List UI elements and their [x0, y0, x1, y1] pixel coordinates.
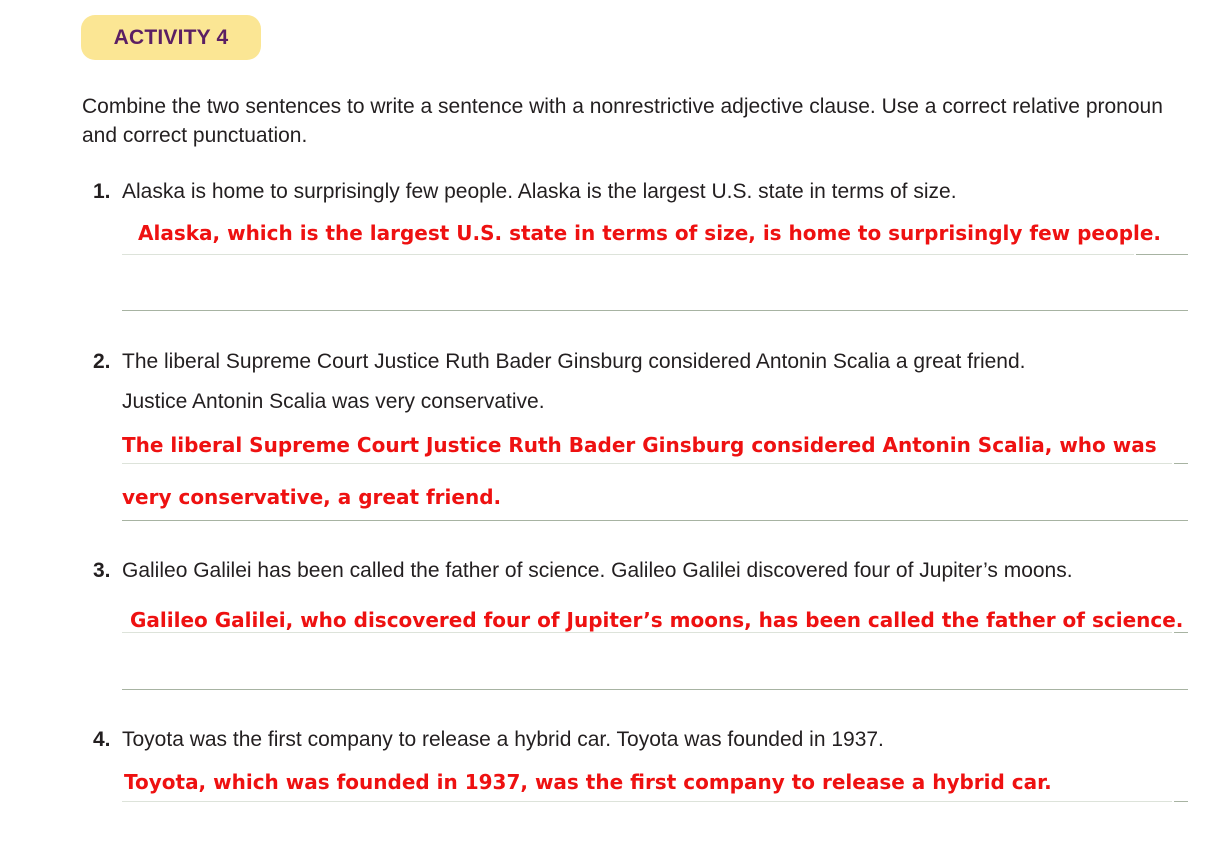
answer-line[interactable]: The liberal Supreme Court Justice Ruth Bader Ginsburg considered Antonin Scalia, who was: [122, 433, 1157, 457]
item-prompt: Alaska is home to surprisingly few people. Alaska is the largest U.S. state in terms of size.: [122, 180, 957, 203]
item-prompt: The liberal Supreme Court Justice Ruth Bader Ginsburg considered Antonin Scalia a great friend.: [122, 350, 1026, 373]
instructions-text: Combine the two sentences to write a sentence with a nonrestrictive adjective clause. Use a correct relative pronoun and correct punctuation.: [82, 95, 1163, 147]
item-number: 1.: [93, 180, 111, 203]
writing-line-end: [1174, 801, 1188, 802]
item-number: 3.: [93, 559, 111, 582]
answer-line[interactable]: Alaska, which is the largest U.S. state in terms of size, is home to surprisingly few people.: [138, 221, 1162, 245]
writing-line: [122, 520, 1188, 521]
writing-line[interactable]: [122, 310, 1188, 311]
item-prompt: Galileo Galilei has been called the father of science. Galileo Galilei discovered four of Jupiter’s moons.: [122, 559, 1073, 582]
item-prompt: Toyota was the first company to release a hybrid car. Toyota was founded in 1937.: [122, 728, 884, 751]
writing-line: [122, 632, 1172, 633]
writing-line: [122, 254, 1134, 255]
item-number: 4.: [93, 728, 111, 751]
writing-line: [122, 801, 1172, 802]
activity-badge: [81, 15, 261, 60]
writing-line-end: [1174, 632, 1188, 633]
writing-line[interactable]: [122, 689, 1188, 690]
activity-label: ACTIVITY 4: [113, 25, 229, 49]
answer-line[interactable]: very conservative, a great friend.: [122, 485, 502, 509]
writing-line-end: [1174, 463, 1188, 464]
writing-line-end: [1136, 254, 1188, 255]
writing-line: [122, 463, 1172, 464]
answer-line[interactable]: Toyota, which was founded in 1937, was the first company to release a hybrid car.: [124, 770, 1052, 794]
item-number: 2.: [93, 350, 111, 373]
answer-line[interactable]: Galileo Galilei, who discovered four of Jupiter’s moons, has been called the father of science.: [130, 608, 1184, 632]
item-prompt-continued: Justice Antonin Scalia was very conservative.: [122, 390, 545, 413]
